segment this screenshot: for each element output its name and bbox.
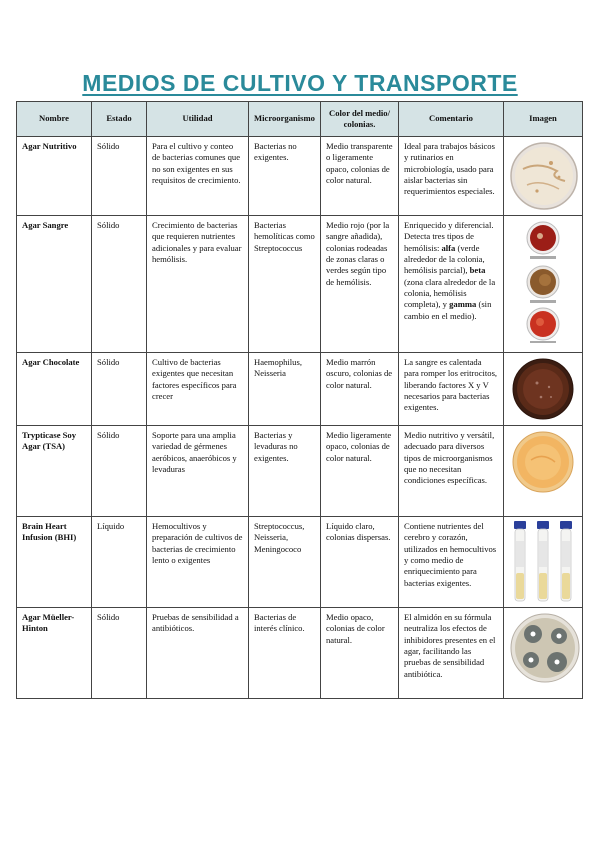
medium-organism: Haemophilus, Neisseria (249, 353, 321, 426)
header-estado: Estado (92, 102, 147, 137)
comment-emphasis: gamma (449, 299, 477, 310)
medium-state: Sólido (92, 426, 147, 517)
comment-text: (verde alrededor de la colonia, hemólisis parcial), (404, 242, 485, 276)
medium-color: Medio opaco, colonias de color natural. (321, 608, 399, 699)
comment-text: Enriquecido y diferencial. Detecta tres tipos de hemólisis: (404, 220, 494, 253)
medium-use: Pruebas de sensibilidad a antibióticos. (147, 608, 249, 699)
medium-comment (399, 353, 504, 426)
comment-emphasis: alfa (441, 242, 456, 253)
medium-color: Medio marrón oscuro, colonias de color natural. (321, 353, 399, 426)
table-row (17, 608, 583, 699)
table-row (17, 216, 583, 353)
medium-name: Agar Chocolate (17, 353, 92, 426)
medium-name: Trypticase Soy Agar (TSA) (17, 426, 92, 517)
comment-emphasis: beta (469, 265, 486, 276)
bhi-tubes-icon (510, 521, 576, 603)
nutrient-agar-plate-icon (509, 141, 579, 211)
medium-image (504, 608, 583, 699)
medium-use: Soporte para una amplia variedad de gérmenes aeróbicos, anaeróbicos y levaduras (147, 426, 249, 517)
medium-name: Agar Müeller-Hinton (17, 608, 92, 699)
medium-state: Líquido (92, 517, 147, 608)
medium-comment (399, 137, 504, 216)
chocolate-agar-plate-icon (511, 357, 575, 421)
medium-comment (399, 216, 504, 353)
medium-state: Sólido (92, 216, 147, 353)
culture-media-table (16, 101, 583, 699)
comment-text: (sin cambio en el medio). (404, 299, 492, 321)
blood-agar-plates-icon (518, 220, 568, 344)
table-row (17, 426, 583, 517)
medium-color: Líquido claro, colonias dispersas. (321, 517, 399, 608)
medium-color: Medio rojo (por la sangre añadida), colonias rodeadas de zonas claras o verdes según tipo de hemólisis. (321, 216, 399, 353)
header-utilidad: Utilidad (147, 102, 249, 137)
medium-image (504, 517, 583, 608)
page-title: MEDIOS DE CULTIVO Y TRANSPORTE (82, 70, 518, 96)
medium-use: Crecimiento de bacterias que requieren nutrientes adicionales y para evaluar hemólisis. (147, 216, 249, 353)
medium-name: Brain Heart Infusion (BHI) (17, 517, 92, 608)
comment-text: El almidón en su fórmula neutraliza los efectos de inhibidores presentes en el agar, facilitando las pruebas de sensibilidad antibiótica. (404, 612, 496, 679)
header-color: Color del medio/ colonias. (321, 102, 399, 137)
medium-name: Agar Nutritivo (17, 137, 92, 216)
comment-text: Ideal para trabajos básicos y rutinarios en microbiología, usado para aislar bacterias sin requerimientos especiales. (404, 141, 495, 197)
medium-image (504, 216, 583, 353)
medium-use: Para el cultivo y conteo de bacterias comunes que no son exigentes en sus requisitos de crecimiento. (147, 137, 249, 216)
mueller-hinton-plate-icon (509, 612, 581, 684)
comment-text: Medio nutritivo y versátil, adecuado para diversos tipos de microorganismos que no necesitan condiciones específicas. (404, 430, 495, 486)
header-nombre: Nombre (17, 102, 92, 137)
medium-image (504, 353, 583, 426)
medium-state: Sólido (92, 137, 147, 216)
medium-name: Agar Sangre (17, 216, 92, 353)
table-header-row (17, 102, 583, 137)
table-row (17, 353, 583, 426)
header-comentario: Comentario (399, 102, 504, 137)
header-microorganismo: Microorganismo (249, 102, 321, 137)
medium-organism: Bacterias de interés clínico. (249, 608, 321, 699)
medium-comment (399, 426, 504, 517)
medium-organism: Bacterias y levaduras no exigentes. (249, 426, 321, 517)
medium-organism: Bacterias no exigentes. (249, 137, 321, 216)
medium-color: Medio transparente o ligeramente opaco, colonias de color natural. (321, 137, 399, 216)
medium-comment (399, 608, 504, 699)
table-row (17, 137, 583, 216)
medium-color: Medio ligeramente opaco, colonias de color natural. (321, 426, 399, 517)
medium-organism: Streptococcus, Neisseria, Meningococo (249, 517, 321, 608)
tsa-plate-icon (511, 430, 575, 494)
medium-image (504, 426, 583, 517)
table-row (17, 517, 583, 608)
comment-text: (zona clara alrededor de la colonia, hemólisis completa), y (404, 276, 496, 310)
comment-text: Contiene nutrientes del cerebro y corazón, utilizados en hemocultivos y como medio de enriquecimiento para bacterias exigentes. (404, 521, 497, 588)
medium-state: Sólido (92, 353, 147, 426)
medium-use: Cultivo de bacterias exigentes que necesitan factores específicos para crecer (147, 353, 249, 426)
medium-use: Hemocultivos y preparación de cultivos de bacterias de crecimiento lento o exigentes (147, 517, 249, 608)
medium-state: Sólido (92, 608, 147, 699)
medium-comment (399, 517, 504, 608)
medium-organism: Bacterias hemolíticas como Streptococcus (249, 216, 321, 353)
header-imagen: Imagen (504, 102, 583, 137)
comment-text: La sangre es calentada para romper los eritrocitos, liberando factores X y V necesarios para bacterias exigentes. (404, 357, 498, 413)
medium-image (504, 137, 583, 216)
